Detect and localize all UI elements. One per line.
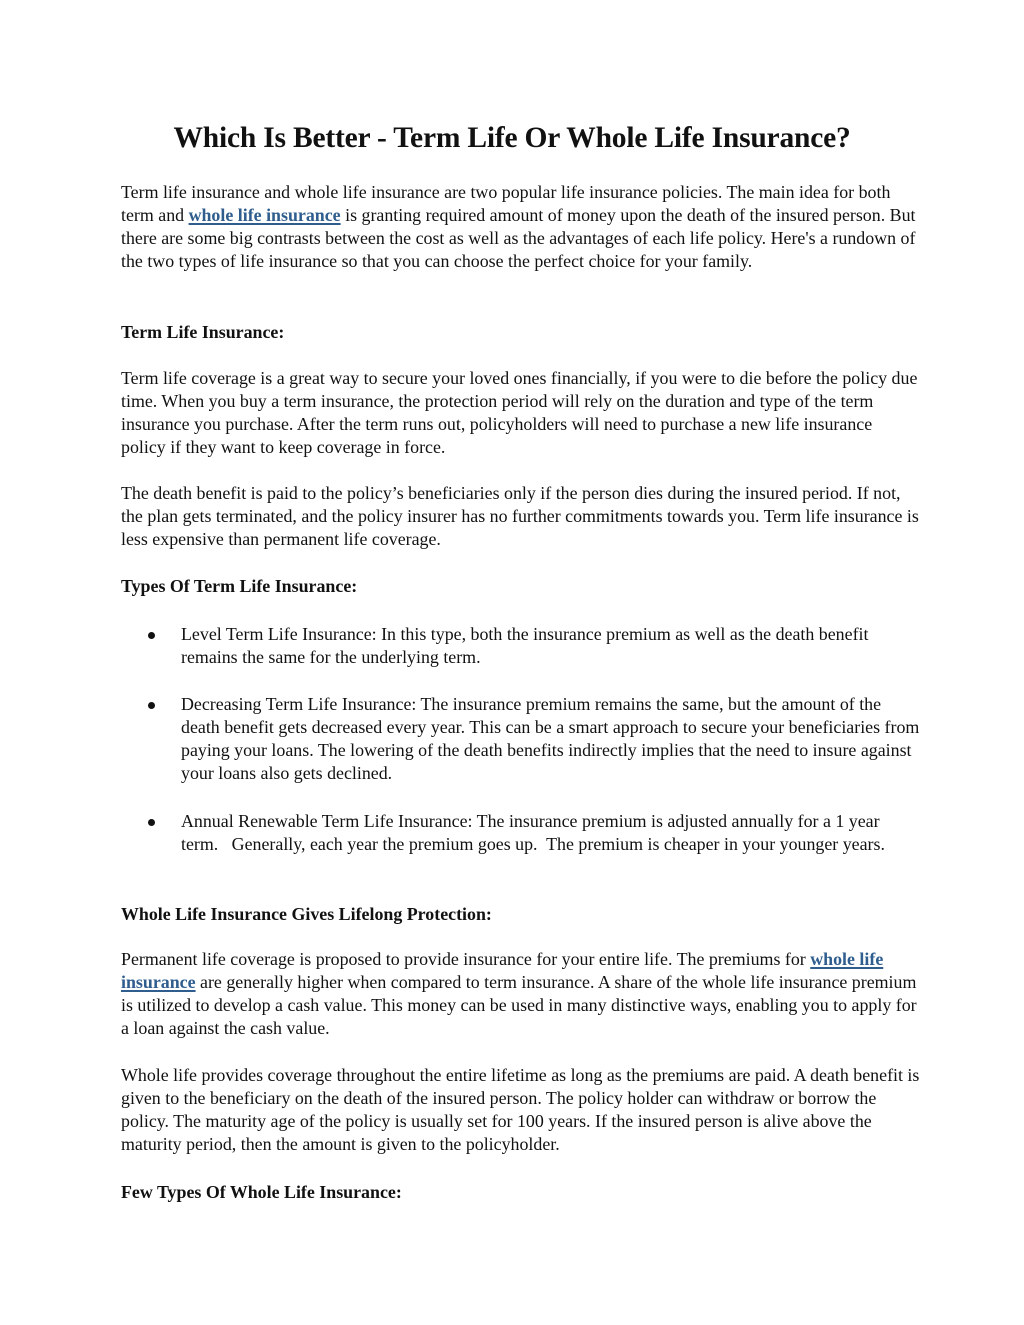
bullet-icon	[148, 702, 155, 709]
intro-text-after: is granting required amount of money upon the death of the insured person. But there are some big contrasts between the cost as well as the advantages of each life policy. Here's a rundown of the two types of life insurance so that you can choose the perfect choice for your family.	[121, 205, 916, 272]
bullet-icon	[148, 819, 155, 826]
whole-life-text-after: are generally higher when compared to term insurance. A share of the whole life insurance premium is utilized to develop a cash value. This money can be used in many distinctive ways, enabling you to apply for a loan against the cash value.	[121, 972, 917, 1039]
term-life-paragraph-2: The death benefit is paid to the policy’s beneficiaries only if the person dies during the insured period. If not, the plan gets terminated, and the policy insurer has no further commitments towards you. Term life insurance is less expensive than permanent life coverage.	[121, 483, 919, 550]
intro-text-before: Term life insurance and whole life insurance are two popular life insurance policies. The main idea for both term and	[121, 182, 891, 226]
list-item-text: Annual Renewable Term Life Insurance: The insurance premium is adjusted annually for a 1 year term. Generally, each year the premium goes up. The premium is cheaper in your younger years.	[181, 811, 885, 855]
whole-life-insurance-link[interactable]: whole life insurance	[188, 205, 341, 226]
term-life-heading: Term Life Insurance:	[121, 322, 285, 342]
list-item-annual-renewable-term	[181, 810, 921, 856]
whole-life-insurance-link-2[interactable]: whole life insurance	[121, 949, 884, 993]
list-item-decreasing-term	[181, 693, 921, 785]
whole-life-paragraph-2: Whole life provides coverage throughout the entire lifetime as long as the premiums are paid. A death benefit is given to the beneficiary on the death of the insured person. The policy holder can withdraw or borrow the policy. The maturity age of the policy is usually set for 100 years. If the insured person is alive above the maturity period, then the amount is given to the policyholder.	[121, 1065, 920, 1155]
page-title: Which Is Better - Term Life Or Whole Life Insurance?	[173, 122, 851, 154]
whole-life-text-before: Permanent life coverage is proposed to provide insurance for your entire life. The premiums for	[121, 949, 811, 969]
list-item-level-term	[181, 623, 921, 669]
whole-life-heading: Whole Life Insurance Gives Lifelong Protection:	[121, 904, 492, 924]
intro-paragraph	[121, 181, 921, 273]
list-item-text: Level Term Life Insurance: In this type, both the insurance premium as well as the death benefit remains the same for the underlying term.	[181, 624, 869, 668]
types-term-heading: Types Of Term Life Insurance:	[121, 576, 358, 596]
whole-life-paragraph-1	[121, 948, 921, 1040]
bullet-icon	[148, 632, 155, 639]
term-life-paragraph-1: Term life coverage is a great way to secure your loved ones financially, if you were to die before the policy due time. When you buy a term insurance, the protection period will rely on the duration and type of the term insurance you purchase. After the term runs out, policyholders will need to purchase a new life insurance policy if they want to keep coverage in force.	[121, 368, 918, 458]
list-item-text: Decreasing Term Life Insurance: The insurance premium remains the same, but the amount of the death benefit gets decreased every year. This can be a smart approach to secure your beneficiaries from paying your loans. The lowering of the death benefits indirectly implies that the need to insure against your loans also gets declined.	[181, 694, 920, 784]
types-whole-heading: Few Types Of Whole Life Insurance:	[121, 1182, 402, 1202]
